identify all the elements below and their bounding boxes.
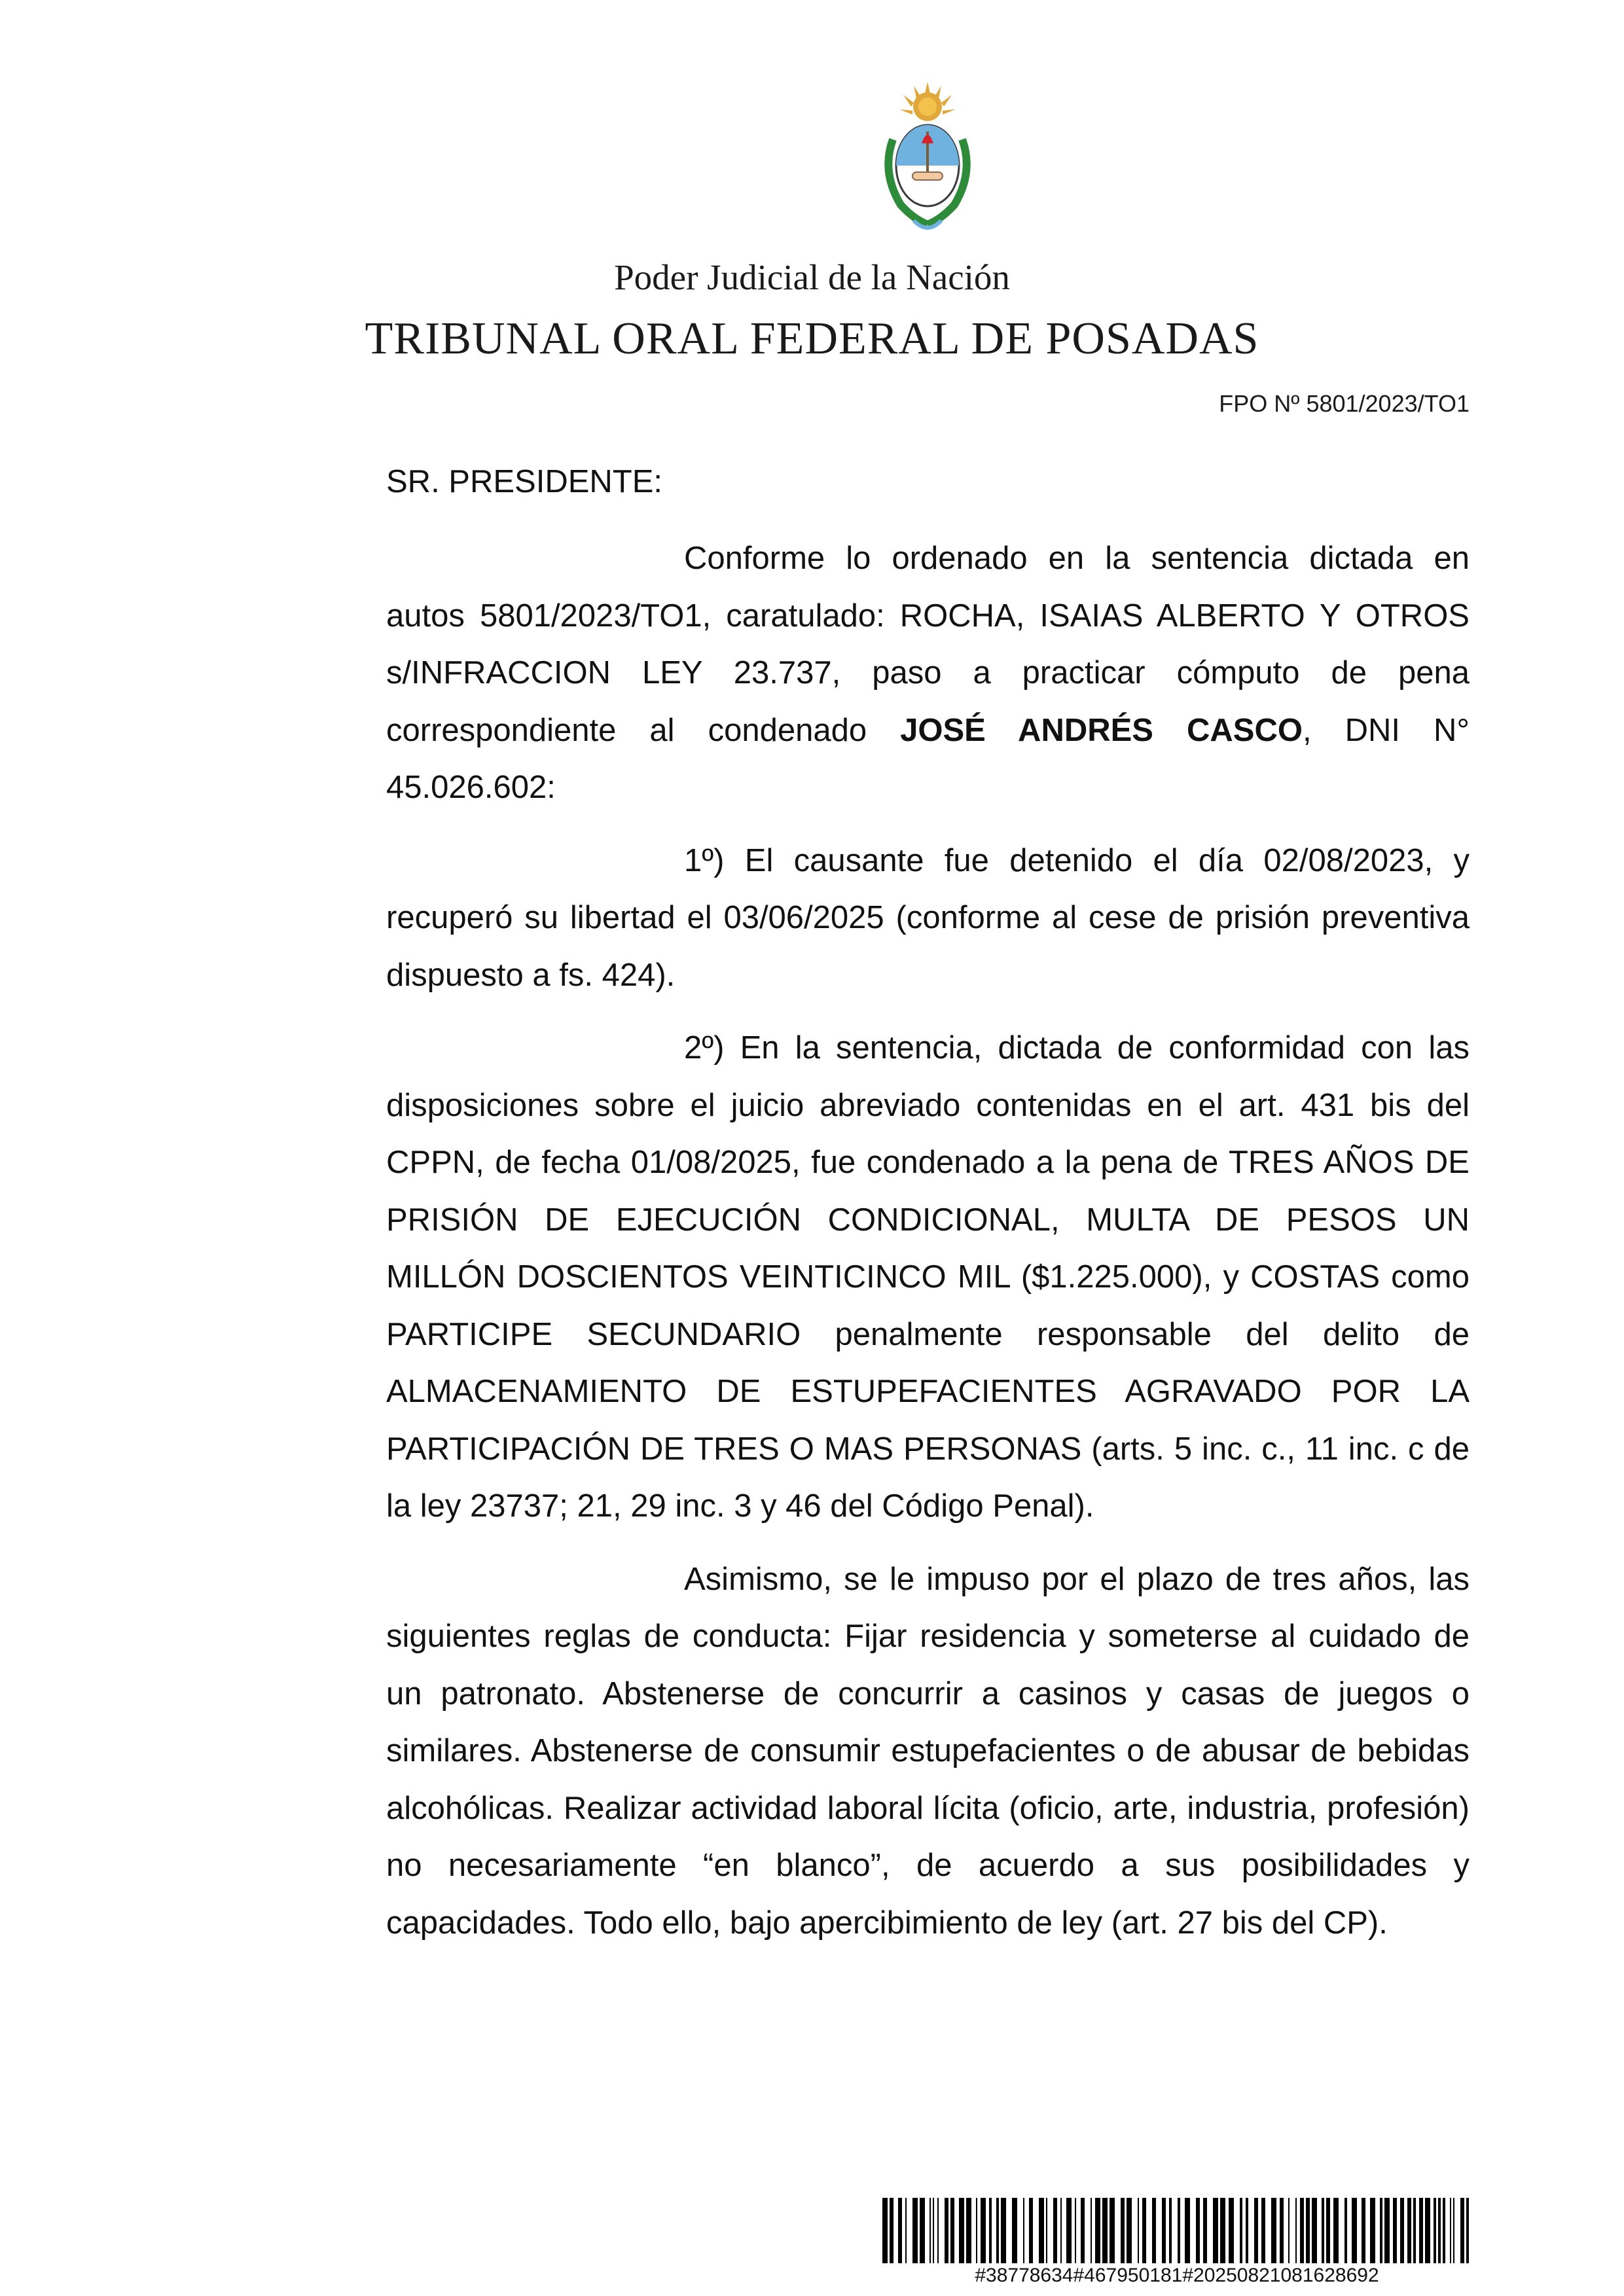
barcode-bar [1081, 2198, 1085, 2263]
barcode-bar [950, 2198, 954, 2263]
argentina-coat-of-arms-icon [875, 81, 981, 236]
institution-name: Poder Judicial de la Nación [614, 257, 1010, 297]
barcode-bar [1450, 2198, 1451, 2263]
barcode-bar [1169, 2198, 1172, 2263]
barcode-bar [1261, 2198, 1265, 2263]
barcode-bar [1053, 2198, 1057, 2263]
barcode-bar [1213, 2198, 1218, 2263]
barcode-bar [1110, 2198, 1115, 2263]
barcode-bar [1046, 2198, 1047, 2263]
barcode-bar [1326, 2198, 1330, 2263]
barcode-bar [945, 2198, 948, 2263]
barcode-bar [1121, 2198, 1125, 2263]
barcode-bar [1178, 2198, 1180, 2263]
court-name: TRIBUNAL ORAL FEDERAL DE POSADAS [365, 314, 1259, 364]
barcode-bar [1029, 2198, 1033, 2263]
barcode-bar [1102, 2198, 1108, 2263]
barcode-bar [937, 2198, 939, 2263]
conduct-rules-paragraph: Asimismo, se le impuso por el plazo de tres años, las siguientes reglas de conducta: Fijar residencia y someterse al cuidado de un patronato. Abstenerse de concurrir a casinos y casas de juegos o similares. Abstenerse de consumir estupefacientes o de abusar de bebidas alcohólicas. Realizar actividad laboral lícita (oficio, arte, industria, profesión) no necesariamente “en blanco”, de acuerdo a sus posibilidades y capacidades. Todo ello, bajo apercibimiento de ley (art. 27 bis del CP). [386, 1561, 1470, 1941]
barcode-bar [1413, 2198, 1416, 2263]
barcode-bar [1075, 2198, 1076, 2263]
barcode-bar [1240, 2198, 1242, 2263]
salutation: SR. PRESIDENTE: [386, 464, 663, 499]
barcode-bar [912, 2198, 918, 2263]
barcode-bar [905, 2198, 907, 2263]
barcode-text: #38778634#467950181#20250821081628692 [975, 2265, 1379, 2286]
barcode-bar [1407, 2198, 1411, 2263]
barcode-bar [1066, 2198, 1072, 2263]
barcode-bar [1400, 2198, 1404, 2263]
barcode-bar [1254, 2198, 1258, 2263]
barcode-bar [1220, 2198, 1225, 2263]
barcode-bar [966, 2198, 971, 2263]
coat-of-arms [875, 81, 981, 236]
barcode-bar [1203, 2198, 1207, 2263]
barcode-bar [1460, 2198, 1464, 2263]
barcode-bar [929, 2198, 931, 2263]
document-body [386, 530, 1470, 1952]
barcode-bar [1352, 2198, 1357, 2263]
barcode-bar [1344, 2198, 1347, 2263]
barcode-bar [1196, 2198, 1200, 2263]
sentence-paragraph: 2º) En la sentencia, dictada de conformidad con las disposiciones sobre el juicio abreviado contenidas en el art. 431 bis del CPPN, de fecha 01/08/2025, fue condenado a la pena de TRES AÑOS DE PRISIÓN DE EJECUCIÓN CONDICIONAL, MULTA DE PESOS UN MILLÓN DOSCIENTOS VEINTICINCO MIL ($1.225.000), y COSTAS como PARTICIPE SECUNDARIO penalmente responsable del delito de ALMACENAMIENTO DE ESTUPEFACIENTES AGRAVADO POR LA PARTICIPACIÓN DE TRES O MAS PERSONAS (arts. 5 inc. c., 11 inc. c de la ley 23737; 21, 29 inc. 3 y 46 del Código Penal). [386, 1030, 1470, 1524]
barcode-bar [1095, 2198, 1100, 2263]
barcode-bar [1333, 2198, 1339, 2263]
barcode-bar [920, 2198, 925, 2263]
barcode-bar [996, 2198, 999, 2263]
barcode-bar [1012, 2198, 1017, 2263]
barcode [882, 2198, 1471, 2263]
barcode-bar [1370, 2198, 1375, 2263]
barcode-bar [1393, 2198, 1397, 2263]
barcode-bar [1300, 2198, 1304, 2263]
barcode-bar [1280, 2198, 1284, 2263]
barcode-bar [1295, 2198, 1297, 2263]
barcode-bar [1453, 2198, 1454, 2263]
barcode-bar [1288, 2198, 1290, 2263]
barcode-bar [1060, 2198, 1062, 2263]
detention-paragraph: 1º) El causante fue detenido el día 02/08/2023, y recuperó su libertad el 03/06/2025 (conforme al cese de prisión preventiva dispuesto a fs. 424). [386, 842, 1470, 993]
barcode-bar [1425, 2198, 1430, 2263]
barcode-bar [1271, 2198, 1276, 2263]
barcode-bar [890, 2198, 893, 2263]
barcode-bar [1306, 2198, 1310, 2263]
barcode-bar [1091, 2198, 1092, 2263]
barcode-bar [1162, 2198, 1166, 2263]
barcode-bar [1142, 2198, 1146, 2263]
barcode-bar [976, 2198, 977, 2263]
barcode-bar [1438, 2198, 1441, 2263]
barcode-bar [1434, 2198, 1436, 2263]
barcode-bar [1246, 2198, 1248, 2263]
barcode-bar [959, 2198, 964, 2263]
barcode-bar [1023, 2198, 1024, 2263]
barcode-bar [1312, 2198, 1317, 2263]
barcode-bar [1152, 2198, 1156, 2263]
barcode-bar [1380, 2198, 1382, 2263]
barcode-bar [1384, 2198, 1390, 2263]
barcode-bar [1185, 2198, 1190, 2263]
barcode-bar [989, 2198, 992, 2263]
barcode-bar [981, 2198, 986, 2263]
barcode-bar [933, 2198, 934, 2263]
barcode-bar [1229, 2198, 1234, 2263]
barcode-bar [1127, 2198, 1132, 2263]
barcode-bar [1362, 2198, 1365, 2263]
barcode-bar [1419, 2198, 1423, 2263]
intro-paragraph [386, 530, 1470, 817]
barcode-bar [1443, 2198, 1445, 2263]
barcode-bar [1001, 2198, 1006, 2263]
barcode-bar [898, 2198, 902, 2263]
file-number: FPO Nº 5801/2023/TO1 [1219, 390, 1470, 417]
barcode-bar [882, 2198, 888, 2263]
intro-text-before: Conforme lo ordenado en la sentencia dictada en autos 5801/2023/TO1, caratulado: ROCHA, ISAIAS ALBERTO Y OTROS s/INFRACCION LEY 23.737, paso a practicar cómputo de pena correspondiente al condenado [386, 541, 1470, 748]
barcode-bar [1138, 2198, 1139, 2263]
barcode-bar [1039, 2198, 1044, 2263]
barcode-bar [1466, 2198, 1469, 2263]
intro-text-after: , DNI N° 45.026.602: [386, 712, 1470, 805]
convict-name: JOSÉ ANDRÉS CASCO [900, 712, 1303, 748]
barcode-bar [1322, 2198, 1324, 2263]
